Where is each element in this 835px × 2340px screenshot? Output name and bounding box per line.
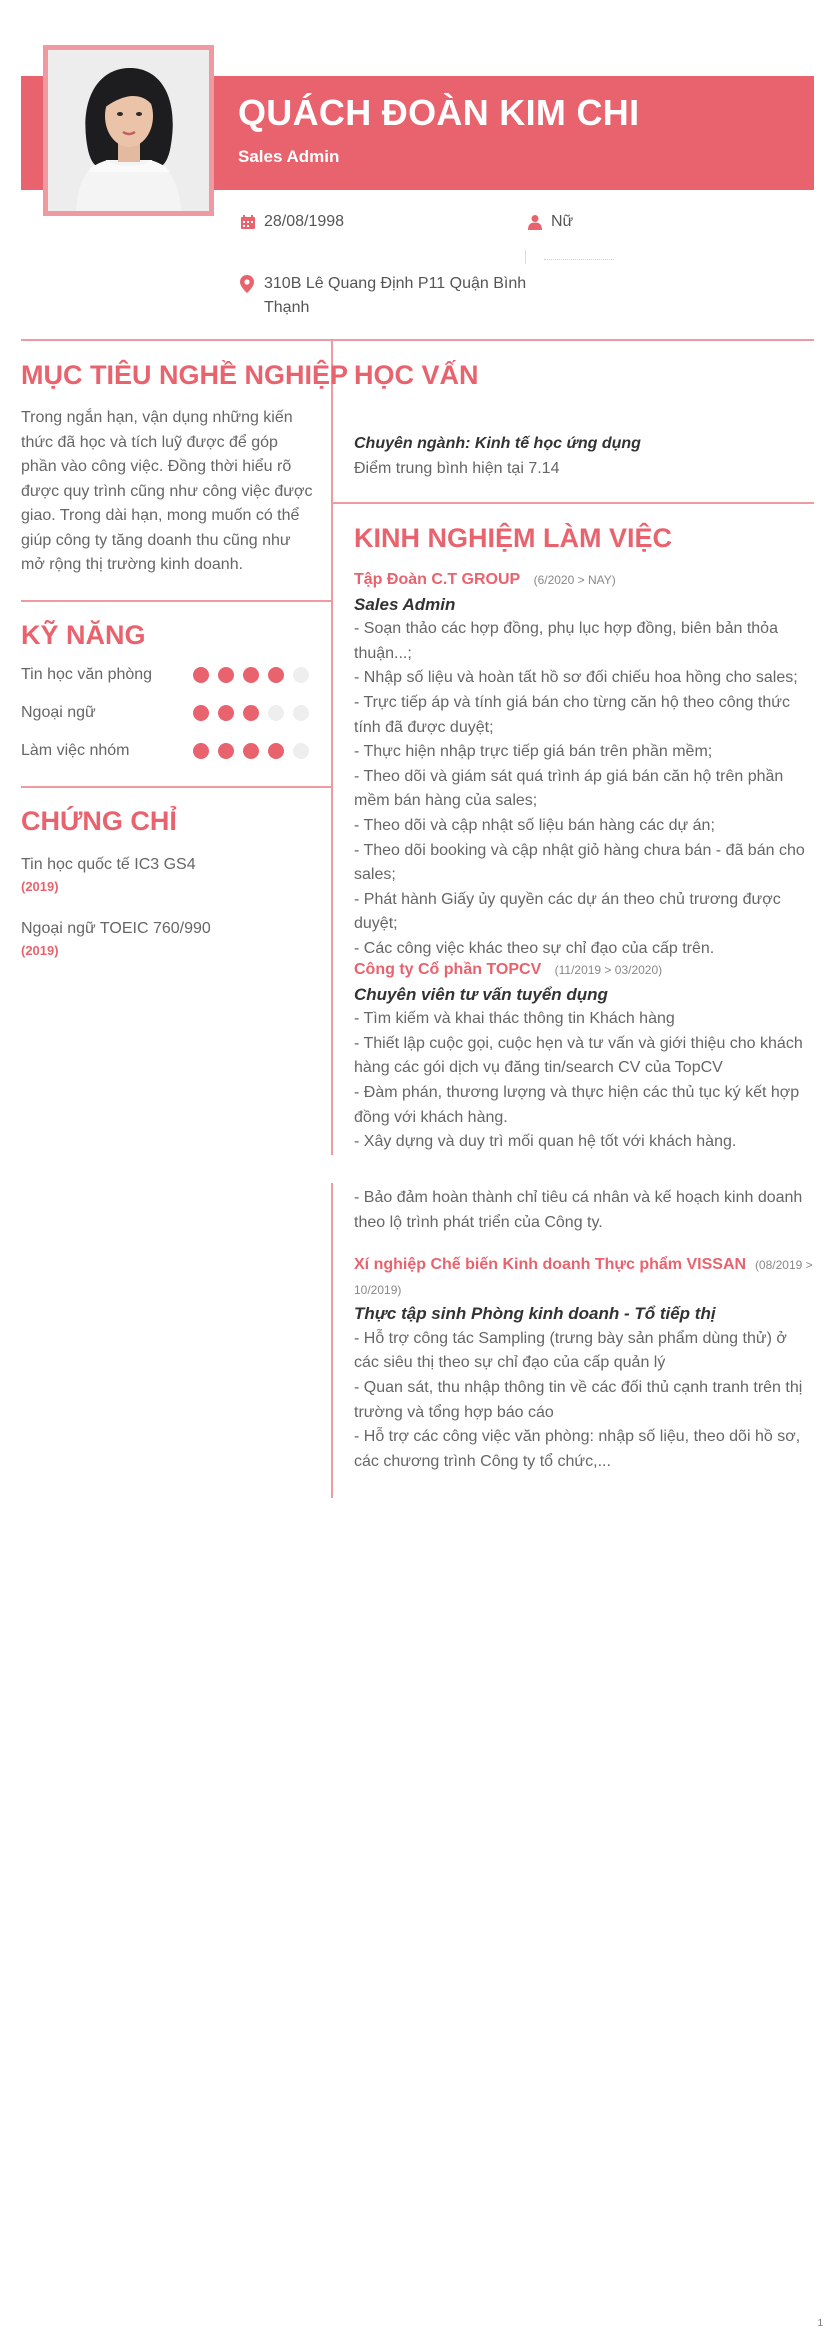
education-details xyxy=(354,432,816,481)
certificates-title: CHỨNG CHỈ xyxy=(21,806,177,836)
education-title: HỌC VẤN xyxy=(354,360,479,390)
divider xyxy=(331,339,333,1155)
job-duty: - Trực tiếp áp và tính giá bán cho từng căn hộ theo công thức tính đã được duyệt; xyxy=(354,693,790,736)
job-duty: - Theo dõi và cập nhật số liệu bán hàng các dự án; xyxy=(354,816,715,834)
job-entry-continued xyxy=(354,1186,816,1235)
job-duty: - Bảo đảm hoàn thành chỉ tiêu cá nhân và kế hoạch kinh doanh theo lộ trình phát triển của Công ty. xyxy=(354,1189,803,1231)
job-company: Công ty Cổ phần TOPCV xyxy=(354,961,542,978)
skill-row xyxy=(21,742,311,760)
objective-title: MỤC TIÊU NGHỀ NGHIỆP xyxy=(21,360,349,390)
calendar-icon xyxy=(240,210,264,234)
skill-label: Tin học văn phòng xyxy=(21,666,153,683)
portrait-photo xyxy=(48,50,209,211)
skill-label: Ngoại ngữ xyxy=(21,704,96,721)
skills-title: KỸ NĂNG xyxy=(21,620,146,650)
divider xyxy=(21,600,331,602)
job-entry xyxy=(354,568,816,962)
dob-info xyxy=(240,210,344,234)
gender-text: Nữ xyxy=(551,213,574,230)
job-duty: - Đàm phán, thương lượng và thực hiện các thủ tục ký kết hợp đồng với khách hàng. xyxy=(354,1083,800,1126)
job-duty: - Thực hiện nhập trực tiếp giá bán trên phần mềm; xyxy=(354,743,713,761)
job-duty: - Hỗ trợ công tác Sampling (trưng bày sản phẩm dùng thử) ở các siêu thị theo sự chỉ đạo của cấp quản lý xyxy=(354,1329,787,1372)
divider xyxy=(331,1183,333,1498)
job-company: Xí nghiệp Chế biến Kinh doanh Thực phẩm VISSAN xyxy=(354,1256,747,1273)
job-period: (08/2019 > 10/2019) xyxy=(354,1258,813,1297)
education-major: Chuyên ngành: Kinh tế học ứng dụng xyxy=(354,435,641,452)
job-entry xyxy=(354,958,816,1155)
job-duty: - Theo dõi booking và cập nhật giỏ hàng chưa bán - đã bán cho sales; xyxy=(354,841,805,884)
address-info xyxy=(240,272,530,320)
dob-text: 28/08/1998 xyxy=(264,213,345,230)
divider xyxy=(333,502,814,504)
education-gpa: Điểm trung bình hiện tại 7.14 xyxy=(354,459,560,477)
job-duty: - Phát hành Giấy ủy quyền các dự án theo chủ trương được duyệt; xyxy=(354,890,781,933)
job-duty: - Thiết lập cuộc gọi, cuộc hẹn và tư vấn và giới thiệu cho khách hàng các gói dịch vụ đăng tin/search CV của TopCV xyxy=(354,1034,803,1077)
job-duty: - Quan sát, thu nhập thông tin về các đối thủ cạnh tranh trên thị trường và tổng hợp báo cáo xyxy=(354,1378,803,1421)
avatar xyxy=(48,50,209,211)
skill-label: Làm việc nhóm xyxy=(21,742,130,759)
divider xyxy=(21,786,331,788)
skill-rating xyxy=(193,743,309,759)
job-duty: - Theo dõi và giám sát quá trình áp giá bán căn hộ trên phần mềm bán hàng của sales; xyxy=(354,767,784,810)
skill-row xyxy=(21,704,311,722)
candidate-role: Sales Admin xyxy=(238,147,340,166)
certificate-year: (2019) xyxy=(21,879,59,894)
job-period: (11/2019 > 03/2020) xyxy=(554,963,663,977)
experience-title: KINH NGHIỆM LÀM VIỆC xyxy=(354,523,673,553)
job-entry xyxy=(354,1253,816,1474)
job-duty: - Tìm kiếm và khai thác thông tin Khách hàng xyxy=(354,1010,675,1028)
certificate-year: (2019) xyxy=(21,943,59,958)
skill-rating xyxy=(193,667,309,683)
job-duty: - Nhập số liệu và hoàn tất hồ sơ đối chiếu hoa hồng cho sales; xyxy=(354,669,798,687)
avatar-frame xyxy=(43,45,214,216)
candidate-name: QUÁCH ĐOÀN KIM CHI xyxy=(238,92,640,133)
job-duty: - Các công việc khác theo sự chỉ đạo của cấp trên. xyxy=(354,939,715,957)
job-company: Tập Đoàn C.T GROUP xyxy=(354,571,521,588)
map-pin-icon xyxy=(240,272,264,296)
certificate-name: Tin học quốc tế IC3 GS4 xyxy=(21,856,196,873)
page-number: 1 xyxy=(817,2318,823,2329)
job-period: (6/2020 > NAY) xyxy=(533,573,616,587)
person-icon xyxy=(527,210,551,234)
objective-text: Trong ngắn hạn, vận dụng những kiến thức đã học và tích luỹ được để góp phần vào công việc. Đồng thời hiểu rõ được quy trình cũng như công việc được giao. Trong dài hạn, mong muốn có thể giúp công ty tăng doanh thu cũng như mở rộng thị trường kinh doanh. xyxy=(21,409,313,573)
job-duty: - Soạn thảo các hợp đồng, phụ lục hợp đồng, biên bản thỏa thuận...; xyxy=(354,620,778,662)
certificate-item xyxy=(21,918,211,962)
gender-info xyxy=(527,210,573,234)
job-position: Thực tập sinh Phòng kinh doanh - Tổ tiếp thị xyxy=(354,1304,716,1324)
divider xyxy=(21,339,814,341)
divider xyxy=(525,250,621,264)
job-duty: - Xây dựng và duy trì mối quan hệ tốt với khách hàng. xyxy=(354,1133,737,1151)
skill-rating xyxy=(193,705,309,721)
skill-row xyxy=(21,666,311,684)
address-text: 310B Lê Quang Định P11 Quận Bình Thạnh xyxy=(264,275,527,316)
job-position: Chuyên viên tư vấn tuyển dụng xyxy=(354,984,608,1004)
certificate-item xyxy=(21,854,196,898)
job-duty: - Hỗ trợ các công việc văn phòng: nhập số liệu, theo dõi hồ sơ, các chương trình Công ty tổ chức,... xyxy=(354,1428,801,1470)
job-position: Sales Admin xyxy=(354,594,456,614)
certificate-name: Ngoại ngữ TOEIC 760/990 xyxy=(21,920,211,937)
